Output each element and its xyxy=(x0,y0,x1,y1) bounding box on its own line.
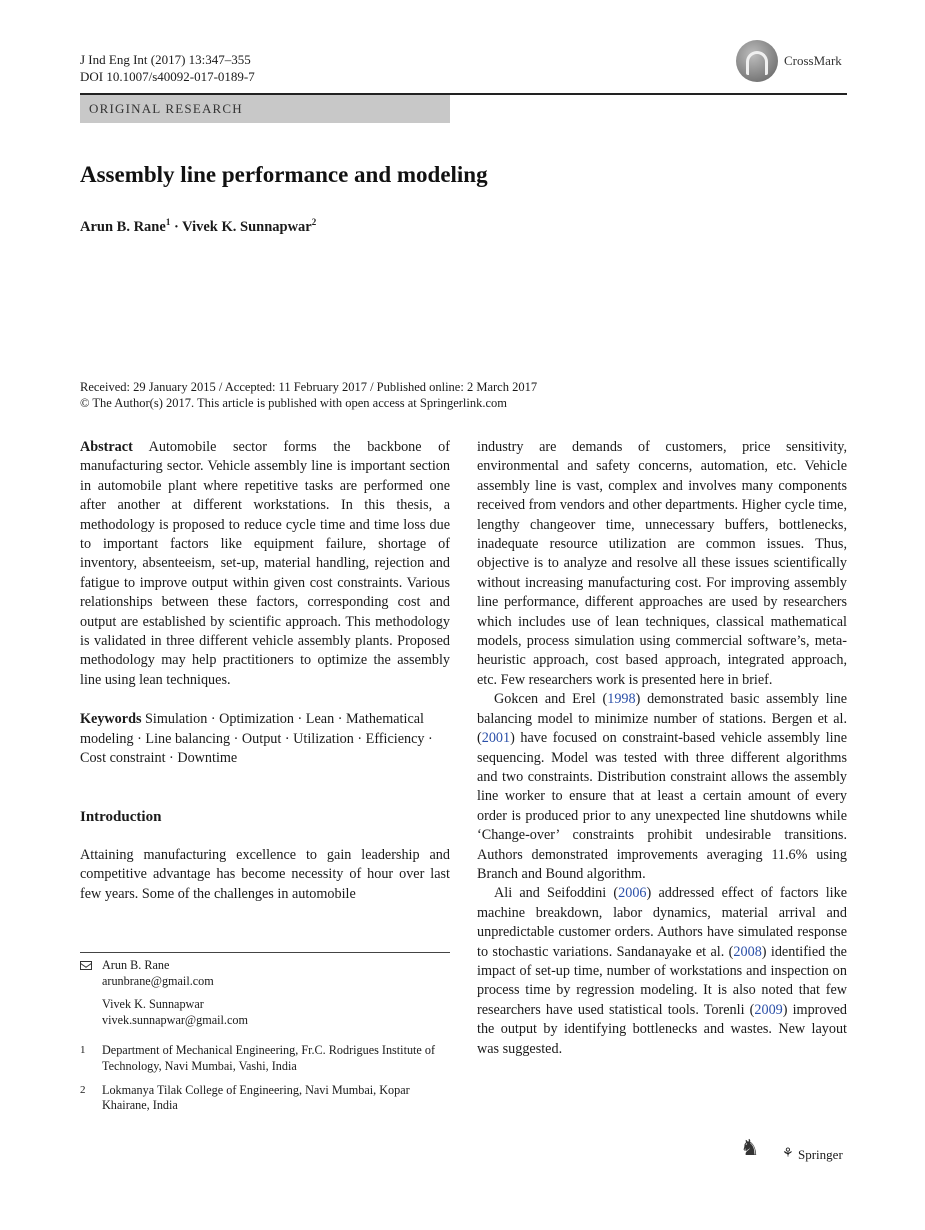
citation-link[interactable]: 1998 xyxy=(607,691,636,708)
abstract-heading: Abstract xyxy=(80,439,133,455)
history-line: Received: 29 January 2015 / Accepted: 11 February 2017 / Published online: 2 March 2017 xyxy=(80,380,538,394)
text-run: ) improved the output by identifying bottlenecks and wastes. New layout was suggested. xyxy=(477,1001,847,1057)
section-label: ORIGINAL RESEARCH xyxy=(89,101,243,116)
crossmark-badge[interactable] xyxy=(736,38,851,82)
contact-email[interactable]: vivek.sunnapwar@gmail.com xyxy=(102,1012,248,1027)
footnote-rule xyxy=(80,952,450,953)
citation-link[interactable]: 2008 xyxy=(733,943,762,960)
introduction-paragraph: Attaining manufacturing excellence to gain leadership and competitive advantage has become necessity of hour over last few years. Some of the challenges in automobile xyxy=(80,846,450,902)
right-column xyxy=(477,438,847,1059)
text-run: ) identified the impact of set-up time, number of workstations and inspection on process time by regression modeling. It is also noted that few researchers have used statistical tools. Torenli ( xyxy=(477,943,847,1018)
keywords-text: Simulation · Optimization · Lean · Mathematical modeling · Line balancing · Output · Utilization · Efficiency · Cost constraint · Downtime xyxy=(80,711,433,767)
text-run: ) demonstrated basic assembly line balancing model to minimize number of stations. Bergen et al. ( xyxy=(477,691,847,747)
body-paragraph: industry are demands of customers, price sensitivity, environmental and safety concerns, automation, etc. Vehicle assembly line is vast, complex and involves many components received from vendors and other departments. Higher cycle time, lengthy changeover time, unnecessary buffers, bottlenecks, inadequate resource utilization are common issues. Thus, objective is to analyze and resolve all these issues scientifically without increasing manufacturing cost. For improving assembly line performance, different approaches are used by researchers which includes use of lean techniques, classical mathematical models, process simulation using commercial software’s, meta-heuristic approach, cost based approach, integrated approach, etc. Few researchers work is presented here in brief. xyxy=(477,439,847,688)
crossmark-label: CrossMark xyxy=(784,53,842,68)
left-column xyxy=(80,438,450,904)
article-title: Assembly line performance and modeling xyxy=(80,162,488,187)
author-line xyxy=(80,217,316,236)
doi-line: DOI 10.1007/s40092-017-0189-7 xyxy=(80,69,255,84)
contact-email[interactable]: arunbrane@gmail.com xyxy=(102,973,214,988)
citation-link[interactable]: 2006 xyxy=(618,885,647,902)
abstract xyxy=(80,438,450,690)
springer-horse-icon: ♞ xyxy=(740,1135,760,1160)
journal-citation xyxy=(80,51,255,85)
affiliation-mark: 1 xyxy=(165,217,171,227)
keywords xyxy=(80,710,450,768)
publisher-logo xyxy=(740,1135,850,1167)
affiliation-mark: 1 xyxy=(80,1044,86,1057)
contact xyxy=(80,997,450,1028)
author-name: Arun B. Rane xyxy=(80,218,166,235)
author-name: Vivek K. Sunnapwar xyxy=(182,218,312,235)
text-run: Ali and Seifoddini ( xyxy=(494,885,619,902)
body-paragraph xyxy=(477,690,847,884)
affiliation-text: Lokmanya Tilak College of Engineering, Navi Mumbai, Kopar Khairane, India xyxy=(102,1082,410,1113)
citation-link[interactable]: 2009 xyxy=(754,1001,783,1018)
contact-name: Vivek K. Sunnapwar xyxy=(102,997,204,1012)
affiliation-mark: 2 xyxy=(80,1083,86,1096)
introduction-heading: Introduction xyxy=(80,808,162,825)
keywords-heading: Keywords xyxy=(80,711,142,728)
corresponding-contact xyxy=(80,958,450,989)
body-paragraph xyxy=(477,884,847,1059)
section-banner xyxy=(80,95,450,123)
author-separator: · xyxy=(170,218,183,235)
affiliation-1 xyxy=(80,1043,450,1074)
affiliation-text: Department of Mechanical Engineering, Fr.C. Rodrigues Institute of Technology, Navi Mumbai, Vashi, India xyxy=(102,1043,436,1073)
springer-icon: ⚘ xyxy=(782,1145,794,1160)
contact-name: Arun B. Rane xyxy=(102,958,170,972)
copyright-line: © The Author(s) 2017. This article is published with open access at Springerlink.com xyxy=(80,396,508,410)
text-run: ) have focused on constraint-based vehicle assembly line sequencing. Model was tested with three different algorithms and two constraints. Distribution constraint allows the assembly line worker to ensure that at least a certain amount of every order is produced prior to any unexpected line shutdowns while ‘Change-over’ constraints prohibit undesirable transitions. Authors demonstrated improvements averaging 11.6% using Branch and Bound algorithm. xyxy=(477,730,847,882)
affiliation-mark: 2 xyxy=(311,217,317,227)
abstract-text: Automobile sector forms the backbone of manufacturing sector. Vehicle assembly line is important section in automobile plant where repetitive tasks are performed one after another at different workstations. In this thesis, a methodology is proposed to reduce cycle time and time loss due to important factors like equipment failure, shortage of inventory, absenteeism, set-up, material handling, rejection and fatigue to improve output within given cost constraints. Various relationships between these factors, corresponding cost and output are established by scientific approach. This methodology is validated in three different vehicle assembly plants. Proposed methodology may help practitioners to optimize the assembly line using lean techniques. xyxy=(80,439,451,688)
text-run: ) addressed effect of factors like machine breakdown, labor dynamics, material arrival and unpredictable customer orders. Authors have simulated response to stochastic variations. Sandanayake et al. ( xyxy=(477,885,847,960)
affiliation-2 xyxy=(80,1083,450,1114)
publication-dates xyxy=(80,379,537,411)
publisher-name: Springer xyxy=(798,1147,843,1162)
journal-line: J Ind Eng Int (2017) 13:347–355 xyxy=(80,52,251,67)
text-run: Gokcen and Erel ( xyxy=(494,691,608,708)
citation-link[interactable]: 2001 xyxy=(481,730,511,747)
footnotes xyxy=(80,958,450,1114)
envelope-icon xyxy=(80,961,92,970)
crossmark-icon xyxy=(736,40,778,82)
